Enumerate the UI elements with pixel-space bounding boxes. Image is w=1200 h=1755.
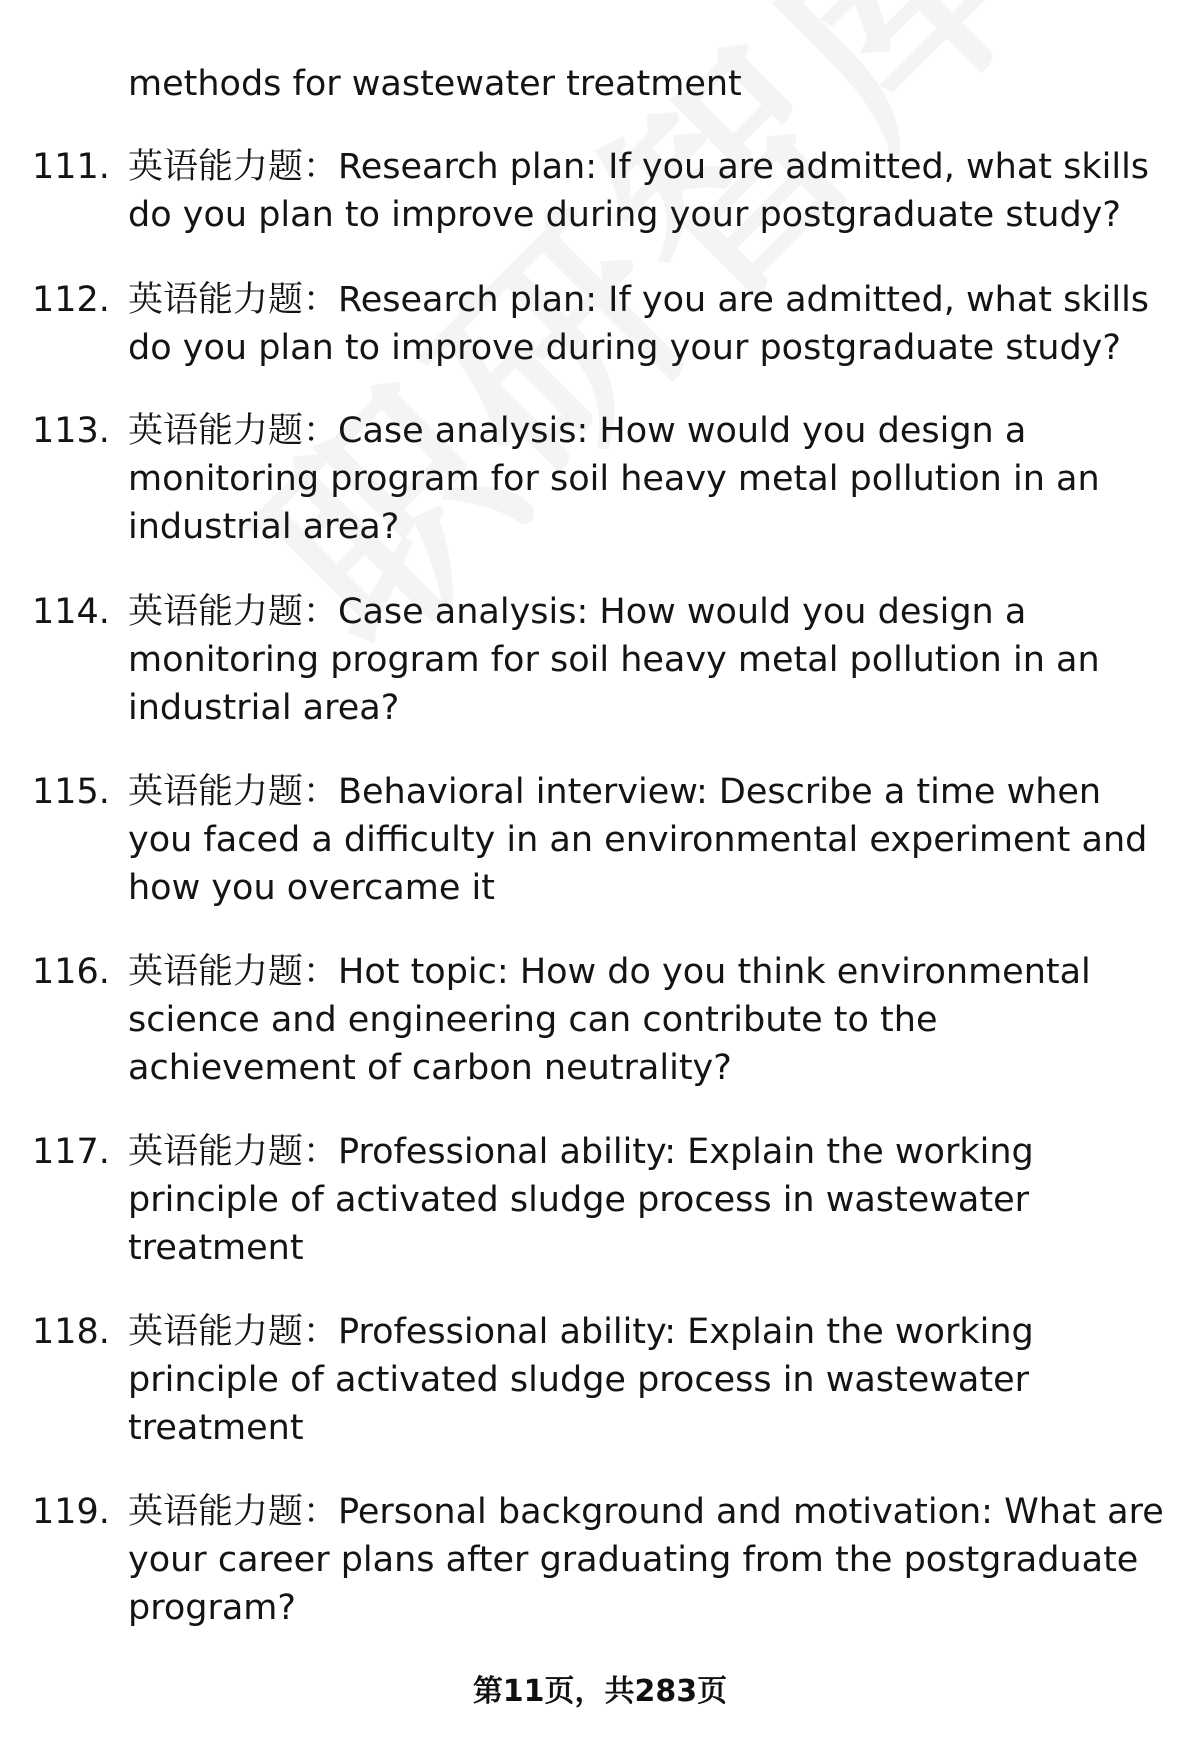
question-text: 英语能力题：Professional ability: Explain the working principle of activated sludge process in wastewater treatment: [128, 1312, 1034, 1448]
question-text: 英语能力题：Professional ability: Explain the working principle of activated sludge process in wastewater treatment: [128, 1132, 1034, 1268]
question-number: 112.: [32, 280, 110, 320]
continued-question-text: methods for wastewater treatment: [128, 64, 742, 104]
question-number: 114.: [32, 592, 110, 632]
question-text: 英语能力题：Personal background and motivation: What are your career plans after graduating from the postgraduate program?: [128, 1492, 1164, 1628]
question-text: 英语能力题：Research plan: If you are admitted, what skills do you plan to improve during your postgraduate study?: [128, 280, 1150, 368]
question-text: 英语能力题：Hot topic: How do you think environmental science and engineering can contribute to the achievement of carbon neutrality?: [128, 952, 1091, 1088]
question-number: 119.: [32, 1492, 110, 1532]
question-text: 英语能力题：Behavioral interview: Describe a time when you faced a difficulty in an environmental experiment and how you overcame it: [128, 772, 1148, 908]
question-number: 117.: [32, 1132, 110, 1172]
question-text: 英语能力题：Research plan: If you are admitted, what skills do you plan to improve during your postgraduate study?: [128, 147, 1150, 235]
question-number: 111.: [32, 147, 110, 187]
question-number: 118.: [32, 1312, 110, 1352]
question-number: 113.: [32, 411, 110, 451]
page-footer: 第11页，共283页: [472, 1674, 728, 1709]
question-text: 英语能力题：Case analysis: How would you design a monitoring program for soil heavy metal pollution in an industrial area?: [128, 592, 1100, 728]
question-number: 116.: [32, 952, 110, 992]
question-text: 英语能力题：Case analysis: How would you design a monitoring program for soil heavy metal pollution in an industrial area?: [128, 411, 1100, 547]
question-number: 115.: [32, 772, 110, 812]
